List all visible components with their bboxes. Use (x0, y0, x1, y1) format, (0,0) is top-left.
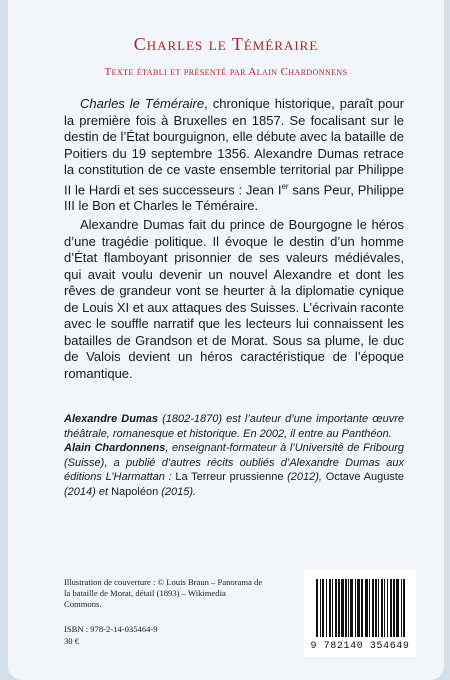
chardonnens-name: Alain Chardonnens (64, 442, 166, 454)
illustration-credit: Illustration de couverture : © Louis Braun – Panorama de la bataille de Morat, détail (1893) – Wikimedia Commons. (64, 577, 263, 609)
p2-text: Alexandre Dumas fait du prince de Bourgogne le héros d’une tragédie politique. Il évoque le destin d’un homme d’État flamboyant prisonnier de ses valeurs médiévales, qui avait voulu devenir un nouvel Alexandre et dont les rêves de grandeur vont se heurter à la diplomatie cynique de Louis XI et aux attaques des Suisses. L’écrivain raconte avec le souffle narratif que les lecteurs lui connaissent les batailles de Grandson et de Morat. Sous sa plume, le duc de Valois devient un héros caractéristique de l’époque romantique. (64, 217, 404, 381)
p1-superscript: er (281, 181, 289, 191)
dumas-name: Alexandre Dumas (64, 413, 158, 425)
description-paragraph-1 (64, 96, 404, 215)
dumas-bio: (1802-1870) est l’auteur d’une importante œuvre théâtrale, romanesque et historique. En 2002, il entre au Panthéon. (64, 413, 404, 440)
book-title-italic: Charles le Téméraire (80, 96, 205, 111)
isbn-number: ISBN : 978-2-14-035464-9 (64, 624, 158, 634)
barcode-bars (304, 569, 416, 641)
author-bios (64, 412, 404, 499)
year-2: (2014) et (64, 485, 112, 498)
book-back-cover (8, 0, 444, 680)
work-2: Octave Auguste (325, 471, 404, 483)
barcode (304, 569, 416, 657)
isbn-block (64, 623, 158, 647)
book-title: Charles le Téméraire (133, 34, 319, 54)
work-3: Napoléon (111, 485, 159, 498)
chardonnens-bio: , enseignant-formateur à l’Université de Fribourg (Suisse), a publié d’autres récits oubliés d’Alexandre Dumas aux éditions L’Harmattan : (64, 442, 404, 483)
description-paragraph-2 (64, 217, 404, 382)
book-subtitle: Texte établi et présenté par Alain Chardonnens (104, 66, 348, 78)
barcode-digits: 9 782140 354649 (310, 641, 410, 652)
work-1: La Terreur prussienne (175, 471, 284, 483)
year-3: (2015). (158, 485, 197, 498)
p1-text-a: , chronique historique, paraît pour la première fois à Bruxelles en 1857. Se focalisant sur le destin de l’État bourguignon, elle débute avec la bataille de Poitiers du 19 septembre 1356. Alexandre Dumas retrace la constitution de ce vaste ensemble territorial par Philippe II le Hardi et ses successeurs : Jean I (64, 96, 405, 197)
year-1: (2012), (283, 471, 326, 483)
price: 30 € (64, 636, 80, 646)
p1-text-b: sans Peur, Philippe III le Bon et Charles le Téméraire. (64, 181, 404, 214)
